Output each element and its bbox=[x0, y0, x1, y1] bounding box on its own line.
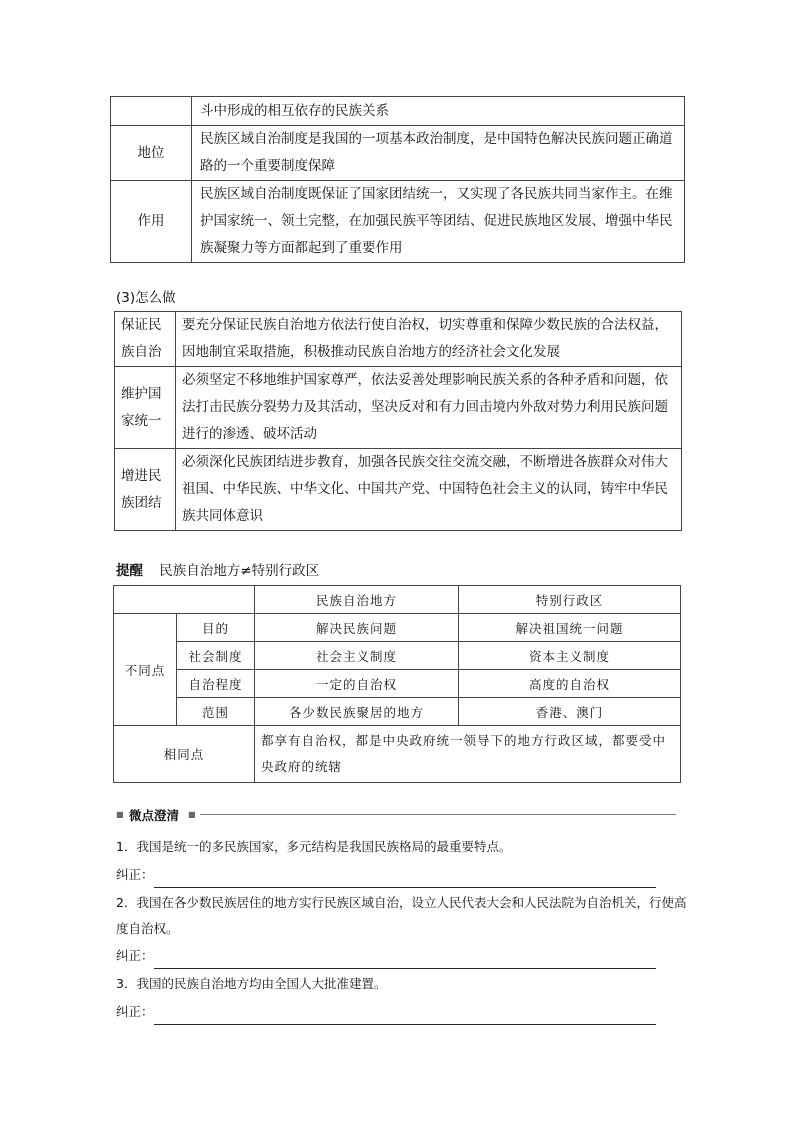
table-row bbox=[114, 726, 681, 783]
answer-blank[interactable] bbox=[154, 954, 656, 969]
cell-a: 一定的自治权 bbox=[255, 670, 459, 698]
correction-row bbox=[116, 999, 656, 1025]
clarify-question: 1．我国是统一的多民族国家，多元结构是我国民族格局的最重要特点。 bbox=[116, 839, 512, 854]
row-label: 增进民族团结 bbox=[115, 449, 176, 531]
same-label: 相同点 bbox=[114, 726, 255, 783]
same-text: 都享有自治权，都是中央政府统一领导下的地方行政区域，都要受中央政府的统辖 bbox=[255, 726, 681, 783]
section-title: (3)怎么做 bbox=[116, 290, 176, 306]
row-text: 民族区域自治制度既保证了国家团结统一，又实现了各民族共同当家作主。在维护国家统一、领土完整，在加强民族平等团结、促进民族地区发展、增强中华民族凝聚力等方面都起到了重要作用 bbox=[192, 181, 685, 263]
table-row bbox=[111, 97, 685, 126]
clarify-header bbox=[116, 806, 676, 824]
row-text: 民族区域自治制度是我国的一项基本政治制度，是中国特色解决民族问题正确道路的一个重要制度保障 bbox=[192, 126, 685, 181]
table-row bbox=[114, 670, 681, 698]
reminder bbox=[116, 559, 319, 579]
table-row bbox=[111, 126, 685, 181]
table-row bbox=[114, 642, 681, 670]
cell-a: 各少数民族聚居的地方 bbox=[255, 698, 459, 726]
row-label bbox=[111, 97, 192, 126]
row-text: 必须坚定不移地维护国家尊严，依法妥善处理影响民族关系的各种矛盾和问题，依法打击民族分裂势力及其活动，坚决反对和有力回击境内外敌对势力利用民族问题进行的渗透、破坏活动 bbox=[176, 367, 682, 449]
item-label: 自治程度 bbox=[177, 670, 255, 698]
row-text: 要充分保证民族自治地方依法行使自治权，切实尊重和保障少数民族的合法权益，因地制宜采取措施，积极推动民族自治地方的经济社会文化发展 bbox=[176, 312, 682, 367]
correction-label: 纠正： bbox=[116, 867, 154, 882]
header-col1: 民族自治地方 bbox=[255, 586, 459, 614]
dot-decoration: ■ bbox=[188, 810, 196, 819]
cell-a: 解决民族问题 bbox=[255, 614, 459, 642]
table-how-to bbox=[114, 311, 682, 531]
clarify-question: 2．我国在各少数民族居住的地方实行民族区域自治，设立人民代表大会和人民法院为自治机关，行使高度自治权。 bbox=[116, 895, 687, 936]
table-row bbox=[115, 449, 682, 531]
answer-blank[interactable] bbox=[154, 873, 656, 888]
table-row bbox=[114, 614, 681, 642]
divider bbox=[200, 814, 676, 815]
table-status-function bbox=[110, 96, 685, 263]
clarify-title: 微点澄清 bbox=[129, 808, 180, 823]
item-label: 社会制度 bbox=[177, 642, 255, 670]
dot-decoration: ■ bbox=[116, 810, 124, 819]
row-label: 维护国家统一 bbox=[115, 367, 176, 449]
answer-blank[interactable] bbox=[154, 1010, 656, 1025]
table-comparison bbox=[113, 585, 681, 783]
clarify-question: 3．我国的民族自治地方均由全国人大批准建置。 bbox=[116, 976, 387, 991]
row-label: 保证民族自治 bbox=[115, 312, 176, 367]
reminder-text: 民族自治地方≠特别行政区 bbox=[159, 563, 320, 579]
correction-label: 纠正： bbox=[116, 1004, 154, 1019]
header-empty bbox=[114, 586, 255, 614]
correction-row bbox=[116, 862, 656, 888]
row-text: 斗中形成的相互依存的民族关系 bbox=[192, 97, 685, 126]
table-row bbox=[115, 367, 682, 449]
cell-a: 社会主义制度 bbox=[255, 642, 459, 670]
table-row bbox=[114, 698, 681, 726]
cell-b: 资本主义制度 bbox=[459, 642, 681, 670]
table-row bbox=[111, 181, 685, 263]
item-label: 目的 bbox=[177, 614, 255, 642]
header-col2: 特别行政区 bbox=[459, 586, 681, 614]
cell-b: 高度的自治权 bbox=[459, 670, 681, 698]
item-label: 范围 bbox=[177, 698, 255, 726]
cell-b: 香港、澳门 bbox=[459, 698, 681, 726]
table-header-row bbox=[114, 586, 681, 614]
correction-label: 纠正： bbox=[116, 948, 154, 963]
row-label: 作用 bbox=[111, 181, 192, 263]
reminder-tag: 提醒 bbox=[116, 563, 143, 579]
diff-label: 不同点 bbox=[114, 614, 177, 726]
cell-b: 解决祖国统一问题 bbox=[459, 614, 681, 642]
correction-row bbox=[116, 943, 656, 969]
table-row bbox=[115, 312, 682, 367]
row-label: 地位 bbox=[111, 126, 192, 181]
row-text: 必须深化民族团结进步教育，加强各民族交往交流交融，不断增进各族群众对伟大祖国、中华民族、中华文化、中国共产党、中国特色社会主义的认同，铸牢中华民族共同体意识 bbox=[176, 449, 682, 531]
